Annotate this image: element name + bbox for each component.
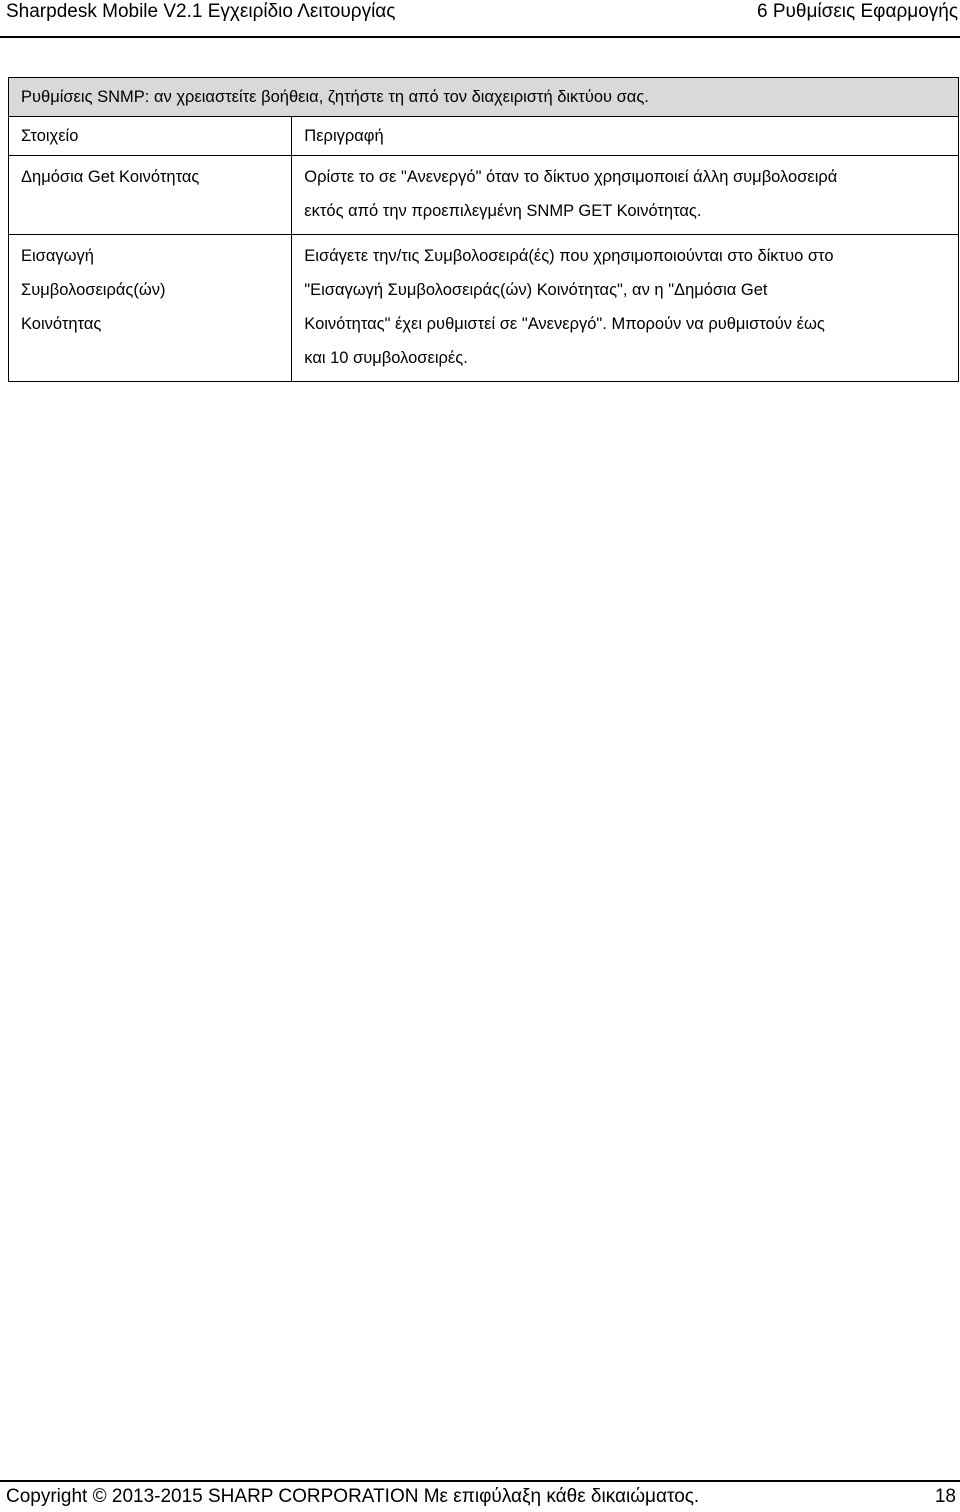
- footer-divider: [0, 1480, 960, 1482]
- row-description-line: και 10 συμβολοσειρές.: [304, 349, 468, 367]
- page-number: 18: [934, 1486, 956, 1507]
- header-divider: [0, 36, 960, 38]
- header-description: Περιγραφή: [292, 117, 959, 156]
- row-description-cell: [292, 235, 959, 382]
- table-row: [9, 156, 959, 235]
- chapter-title: 6 Ρυθμίσεις Εφαρμογής: [756, 1, 958, 22]
- row-item-line: Εισαγωγή: [21, 247, 94, 265]
- row-description-line: Εισάγετε την/τις Συμβολοσειρά(ές) που χρησιμοποιούνται στο δίκτυο στο: [304, 247, 834, 265]
- copyright-notice: Copyright © 2013-2015 SHARP CORPORATION Με επιφύλαξη κάθε δικαιώματος.: [6, 1486, 700, 1507]
- page-footer: [0, 1470, 960, 1512]
- row-description-line: Κοινότητας" έχει ρυθμιστεί σε "Ανενεργό". Μπορούν να ρυθμιστούν έως: [304, 315, 825, 333]
- header-item: Στοιχείο: [9, 117, 292, 156]
- row-description-line: εκτός από την προεπιλεγμένη SNMP GET Κοινότητας.: [304, 202, 702, 220]
- row-item-line: Συμβολοσειράς(ών): [21, 281, 166, 299]
- row-item-cell: [9, 235, 292, 382]
- snmp-settings-table: [8, 77, 959, 382]
- table-caption-row: [9, 78, 959, 117]
- row-description-line: "Εισαγωγή Συμβολοσειράς(ών) Κοινότητας", αν η "Δημόσια Get: [304, 281, 768, 299]
- row-item-line: Δημόσια Get Κοινότητας: [21, 168, 200, 186]
- manual-title: Sharpdesk Mobile V2.1 Εγχειρίδιο Λειτουργίας: [6, 1, 396, 22]
- row-item-cell: [9, 156, 292, 235]
- row-item-line: Κοινότητας: [21, 315, 102, 333]
- table-row: [9, 235, 959, 382]
- table-header-row: [9, 117, 959, 156]
- row-description-cell: [292, 156, 959, 235]
- table-caption: Ρυθμίσεις SNMP: αν χρειαστείτε βοήθεια, ζητήστε τη από τον διαχειριστή δικτύου σας.: [9, 78, 959, 117]
- row-description-line: Ορίστε το σε "Ανενεργό" όταν το δίκτυο χρησιμοποιεί άλλη συμβολοσειρά: [304, 168, 838, 186]
- page-header: [0, 0, 960, 40]
